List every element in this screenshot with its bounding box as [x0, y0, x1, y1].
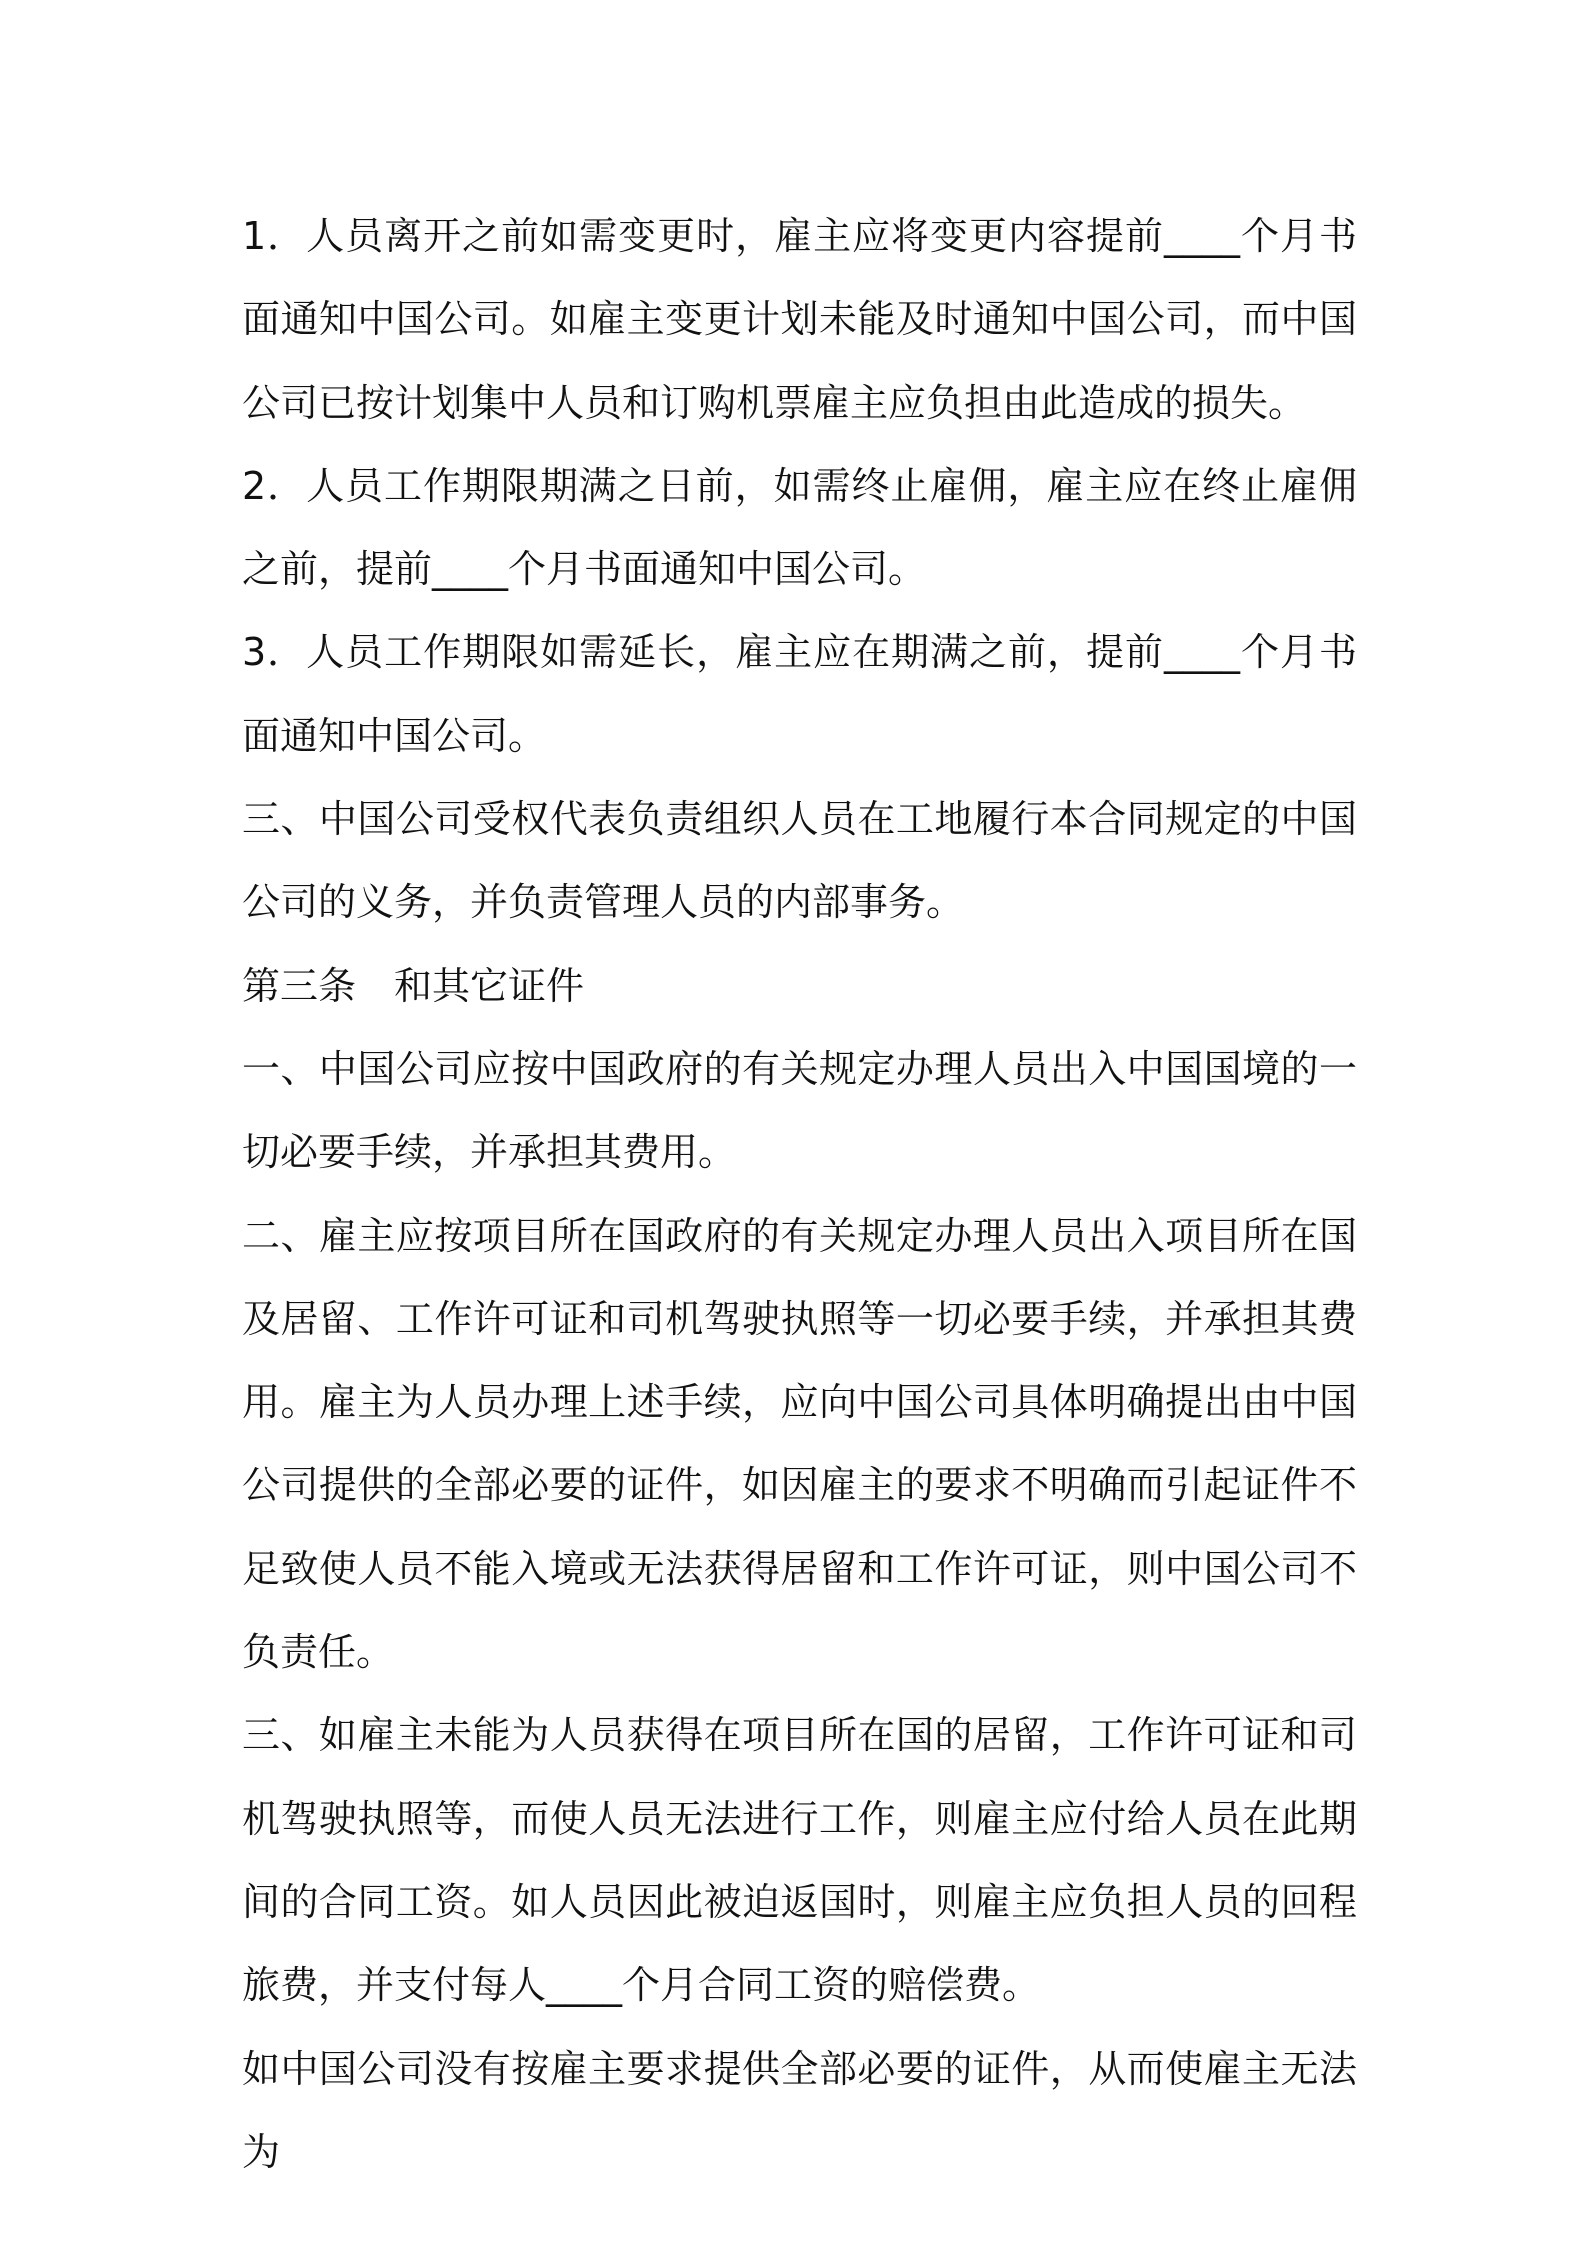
paragraph-representative-duties: 三、中国公司受权代表负责组织人员在工地履行本合同规定的中国公司的义务，并负责管理人员的内部事务。: [242, 797, 1357, 925]
document-body: [242, 195, 1357, 2194]
paragraph-china-exit-entry: 一、中国公司应按中国政府的有关规定办理人员出入中国国境的一切必要手续，并承担其费用。: [242, 1046, 1357, 1175]
paragraph-termination-notice: 2．人员工作期限期满之日前，如需终止雇佣，雇主应在终止雇佣之前，提前____个月书面通知中国公司。: [242, 463, 1357, 592]
paragraph-employer-permits: 二、雇主应按项目所在国政府的有关规定办理人员出入项目所在国及居留、工作许可证和司机驾驶执照等一切必要手续，并承担其费用。雇主为人员办理上述手续，应向中国公司具体明确提出由中国公司提供的全部必要的证件，如因雇主的要求不明确而引起证件不足致使人员不能入境或无法获得居留和工作许可证，则中国公司不负责任。: [242, 1213, 1357, 1675]
paragraph-permit-failure: 三、如雇主未能为人员获得在项目所在国的居留，工作许可证和司机驾驶执照等，而使人员无法进行工作，则雇主应付给人员在此期间的合同工资。如人员因此被迫返国时，则雇主应负担人员的回程旅费，并支付每人____个月合同工资的赔偿费。: [242, 1713, 1357, 2008]
paragraph-change-notice: 1．人员离开之前如需变更时，雇主应将变更内容提前____个月书面通知中国公司。如雇主变更计划未能及时通知中国公司，而中国公司已按计划集中人员和订购机票雇主应负担由此造成的损失。: [242, 214, 1357, 425]
paragraph-extension-notice: 3．人员工作期限如需延长，雇主应在期满之前，提前____个月书面通知中国公司。: [242, 630, 1357, 758]
paragraph-missing-documents: 如中国公司没有按雇主要求提供全部必要的证件，从而使雇主无法为: [242, 2046, 1357, 2174]
article-heading: 第三条 和其它证件: [242, 963, 585, 1008]
